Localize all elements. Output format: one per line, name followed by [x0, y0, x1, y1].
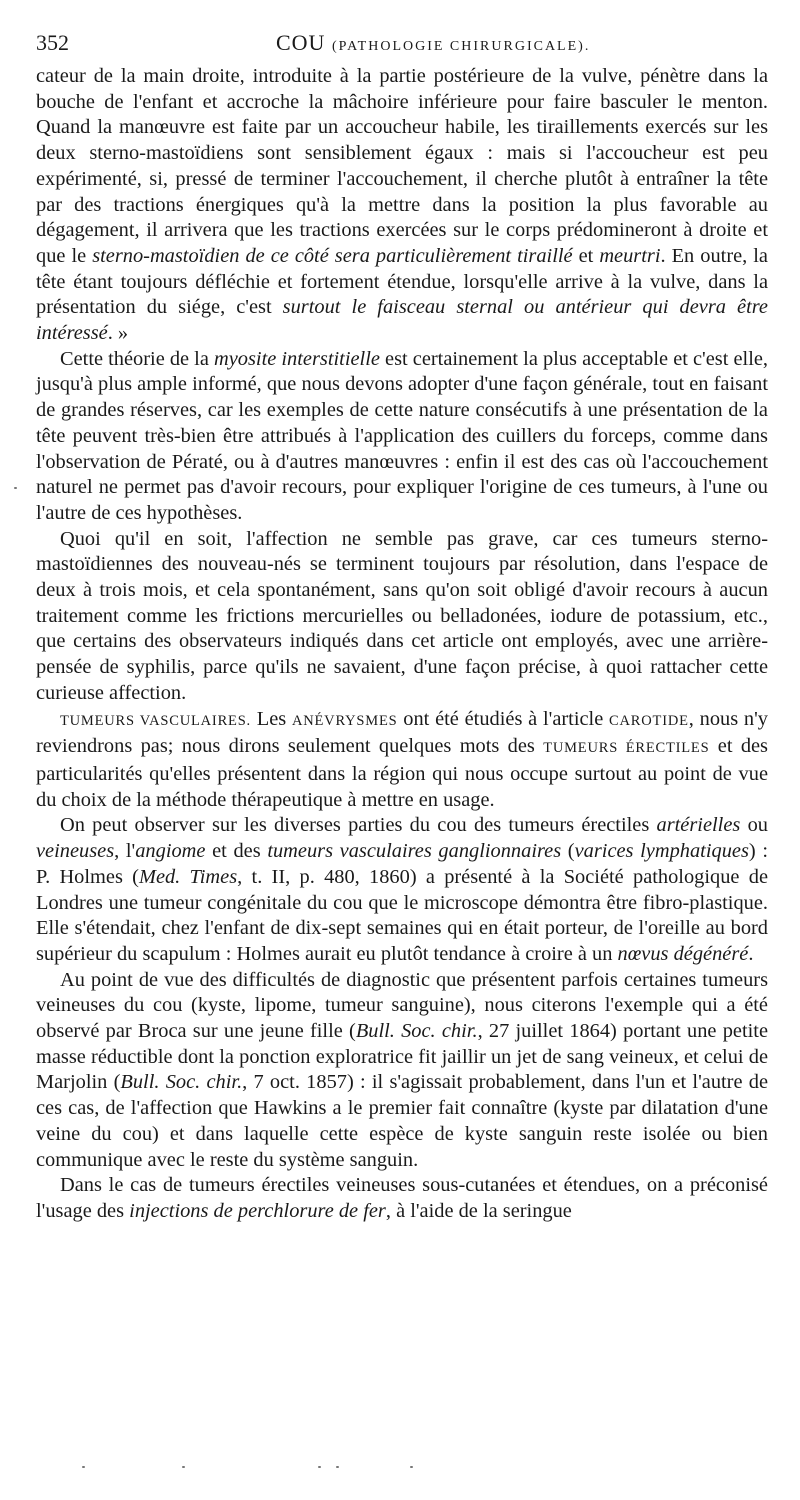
page-number: 352	[36, 30, 69, 55]
text-run: et des particularités qu'elles présentent dans la région qui nous occupe surtout au point de vue du choix de la méthode thérapeutique à mettre en usage.	[36, 735, 768, 811]
text-run: Quoi qu'il en soit, l'affection ne semble pas grave, car ces tumeurs sterno-mastoïdiennes des nouveau-nés se terminent toujours par résolution, dans l'espace de deux à trois mois, et cela spontanément, sans qu'on soit obligé d'avoir recours à aucun traitement comme les frictions mercurielles ou belladonées, iodure de potassium, etc., que certains des observateurs indiqués dans cet article ont employés, avec une arrière-pensée de syphilis, parce qu'ils ne savaient, d'une façon précise, à quoi rattacher cette curieuse affection.	[36, 527, 768, 704]
italic-run: meurtri	[599, 244, 661, 267]
text-run: . En outre, la tête étant toujours défléchie et fortement étendue, lorsqu'elle arrive à la vulve, dans la présentation du siége, c'est	[36, 244, 768, 319]
text-run: et des	[205, 840, 268, 863]
text-run: On peut observer sur les diverses parties du cou des tumeurs érectiles	[60, 814, 657, 837]
text-run: , t. II, p. 480, 1860) a présenté à la Société pathologique de Londres une tumeur congénitale du cou que le microscope démontra être fibro-plastique. Elle s'étendait, chez l'enfant de dix-sept semaines qui en était porteur, de l'oreille au bord supérieur du scapulum : Holmes aurait eu plutôt tendance à croire à un	[36, 865, 768, 965]
italic-run: Bull. Soc. chir.	[120, 1071, 243, 1094]
running-head	[36, 30, 766, 58]
text-run: ont été étudiés à l'article	[397, 707, 610, 730]
running-title-main: COU	[276, 30, 326, 55]
smallcaps-run: CAROTIDE	[609, 712, 689, 729]
italic-run: veineuses	[36, 840, 115, 863]
text-run: Cette théorie de la	[60, 347, 214, 370]
text-run: , l'	[114, 840, 136, 863]
scan-speck	[410, 1466, 413, 1468]
text-run: Les	[250, 707, 292, 730]
italic-run: tumeurs vasculaires ganglionnaires	[267, 840, 562, 863]
running-title	[276, 30, 590, 56]
body-text	[36, 64, 768, 1225]
text-run: , 7 oct. 1857) : il s'agissait probablement, dans l'un et l'autre de ces cas, de l'affection que Hawkins a le premier fait connaître (kyste par dilatation d'une veine du cou) et dans laquelle cette espèce de kyste sanguin reste isolée ou bien communique avec le reste du système sanguin.	[36, 1071, 768, 1171]
smallcaps-run: ANÉVRYSMES	[291, 712, 398, 729]
paragraph-1	[36, 64, 768, 347]
running-title-sub: (PATHOLOGIE CHIRURGICALE).	[331, 39, 591, 54]
paragraph-7	[36, 1173, 768, 1224]
paragraph-2	[36, 347, 768, 527]
text-run: . »	[107, 322, 129, 345]
text-run: Au point de vue des difficultés de diagnostic que présentent parfois certaines tumeurs veineuses du cou (kyste, lipome, tumeur sanguine), nous citerons l'exemple qui a été observé par Broca sur une jeune fille (	[36, 968, 768, 1043]
text-run: ou	[740, 814, 768, 837]
text-run: et	[572, 244, 600, 267]
paragraph-6	[36, 968, 768, 1174]
italic-run: surtout le faisceau sternal ou antérieur qui devra être intéressé	[36, 296, 768, 345]
paragraph-5	[36, 813, 768, 967]
text-run: ) : P. Holmes (	[36, 840, 768, 888]
italic-run: sterno-mastoïdien de ce côté sera particulièrement tiraillé	[92, 244, 573, 267]
paragraph-4	[36, 707, 768, 814]
scan-speck	[182, 1466, 185, 1468]
smallcaps-run: TUMEURS ÉRECTILES	[543, 740, 710, 757]
scan-speck	[318, 1466, 321, 1468]
italic-run: Med. Times	[138, 865, 238, 888]
text-run: est certainement la plus acceptable et c'est elle, jusqu'à plus ample informé, que nous devons adopter d'une façon générale, tout en faisant de grandes réserves, car les exemples de cette nature consécutifs à une présentation de la tête peuvent très-bien être attribués à l'application des cuillers du forceps, comme dans l'observation de Pératé, ou à d'autres manœuvres : enfin il est des cas où l'accouchement naturel ne permet pas d'avoir recours, pour expliquer l'origine de ces tumeurs, à l'une ou l'autre de ces hypothèses.	[36, 347, 769, 524]
italic-run: Bull. Soc. chir.	[355, 1020, 478, 1043]
text-run: , à l'aide de la seringue	[385, 1199, 572, 1222]
text-run: cateur de la main droite, introduite à la partie postérieure de la vulve, pénètre dans la bouche de l'enfant et accroche la mâchoire inférieure pour faire basculer le menton. Quand la manœuvre est faite par un accoucheur habile, les tiraillements exercés sur les deux sterno-mastoïdiens sont sensiblement égaux : mais si l'accoucheur est peu expérimenté, si, pressé de terminer l'accouchement, il cherche plutôt à entraîner la tête par des tractions énergiques qu'à la mettre dans la position la plus favorable au dégagement, il arrivera que les tractions exercées sur le corps prédomineront à droite et que le	[36, 65, 768, 267]
italic-run: myosite interstitielle	[214, 347, 380, 370]
text-run: , 27 juillet 1864) portant une petite masse réductible dont la ponction exploratrice fit jaillir un jet de sang veineux, et celui de Marjolin (	[36, 1020, 768, 1094]
scan-speck	[82, 1466, 85, 1468]
scan-speck	[336, 1466, 339, 1468]
text-run: .	[748, 942, 754, 965]
paragraph-3	[36, 527, 768, 707]
italic-run: nœvus dégénéré	[617, 942, 749, 965]
italic-run: varices lymphatiques	[574, 840, 749, 863]
text-run: (	[561, 840, 575, 863]
section-heading: TUMEURS VASCULAIRES.	[60, 712, 251, 729]
italic-run: angiome	[135, 840, 206, 863]
text-run: , nous n'y reviendrons pas; nous dirons seulement quelques mots des	[36, 707, 768, 758]
scan-speck	[14, 487, 17, 489]
italic-run: artérielles	[656, 814, 741, 837]
italic-run: injections de perchlorure de fer	[129, 1199, 386, 1222]
text-run: Dans le cas de tumeurs érectiles veineuses sous-cutanées et étendues, on a préconisé l'usage des	[36, 1174, 768, 1222]
